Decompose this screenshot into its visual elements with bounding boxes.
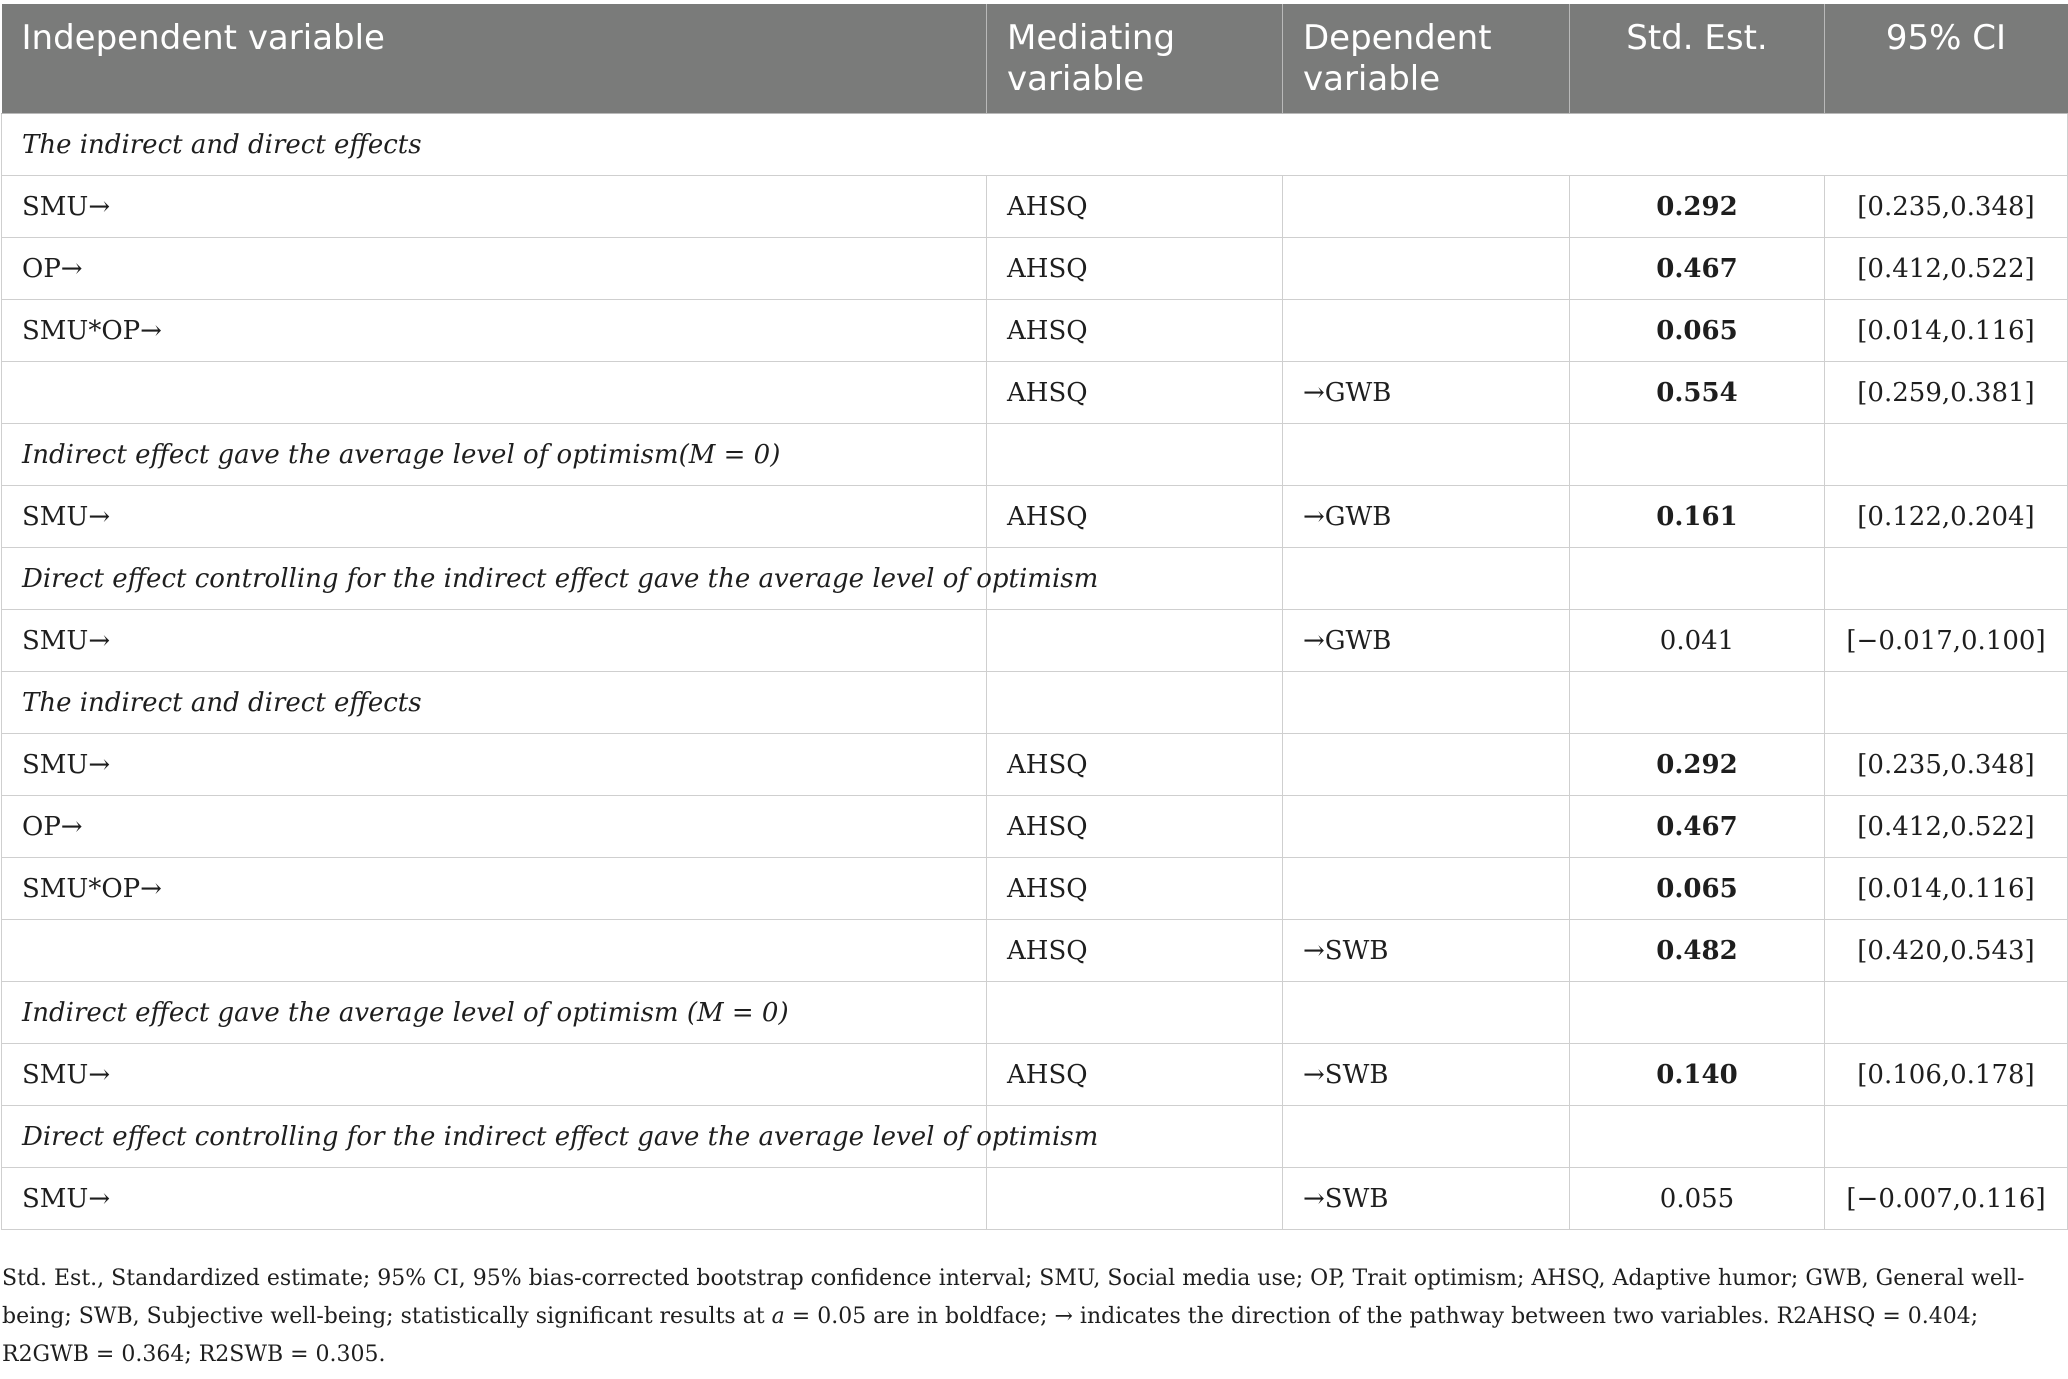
cell-independent-variable: SMU→ bbox=[2, 486, 987, 548]
table-row bbox=[2, 734, 2068, 796]
empty-cell bbox=[1570, 982, 1825, 1044]
empty-cell bbox=[1825, 1106, 2068, 1168]
section-row bbox=[2, 548, 2068, 610]
empty-cell bbox=[1283, 548, 1570, 610]
table-row bbox=[2, 1168, 2068, 1230]
empty-cell bbox=[987, 982, 1283, 1044]
header-independent-variable: Independent variable bbox=[2, 4, 987, 114]
cell-95-ci: [0.106,0.178] bbox=[1825, 1044, 2068, 1106]
cell-std-est: 0.041 bbox=[1570, 610, 1825, 672]
cell-95-ci: [0.235,0.348] bbox=[1825, 734, 2068, 796]
section-label: Indirect effect gave the average level of optimism(M = 0) bbox=[2, 424, 987, 486]
empty-cell bbox=[1570, 548, 1825, 610]
table-footnote bbox=[2, 1260, 2052, 1374]
section-row bbox=[2, 114, 2068, 176]
section-row bbox=[2, 424, 2068, 486]
cell-independent-variable: OP→ bbox=[2, 238, 987, 300]
cell-dependent-variable bbox=[1283, 238, 1570, 300]
cell-mediating-variable: AHSQ bbox=[987, 238, 1283, 300]
cell-dependent-variable bbox=[1283, 734, 1570, 796]
footnote-text-part1: Std. Est., Standardized estimate; 95% CI, 95% bias-corrected bootstrap confidence interval; SMU, Social media use; OP, Trait optimism; AHSQ, Adaptive humor; GWB, General well-being; SWB, Subjective well-being; statistically significant results at bbox=[2, 1266, 2025, 1329]
cell-std-est: 0.055 bbox=[1570, 1168, 1825, 1230]
table-row bbox=[2, 300, 2068, 362]
cell-std-est: 0.482 bbox=[1570, 920, 1825, 982]
header-95-ci: 95% CI bbox=[1825, 4, 2068, 114]
table-row bbox=[2, 796, 2068, 858]
cell-mediating-variable: AHSQ bbox=[987, 858, 1283, 920]
cell-95-ci: [0.235,0.348] bbox=[1825, 176, 2068, 238]
cell-independent-variable bbox=[2, 362, 987, 424]
table-row bbox=[2, 486, 2068, 548]
empty-cell bbox=[1570, 672, 1825, 734]
cell-std-est: 0.467 bbox=[1570, 796, 1825, 858]
empty-cell bbox=[1283, 982, 1570, 1044]
cell-std-est: 0.065 bbox=[1570, 300, 1825, 362]
section-label: The indirect and direct effects bbox=[2, 672, 987, 734]
empty-cell bbox=[1570, 424, 1825, 486]
section-row bbox=[2, 982, 2068, 1044]
cell-independent-variable: SMU→ bbox=[2, 610, 987, 672]
cell-dependent-variable: →SWB bbox=[1283, 1168, 1570, 1230]
cell-independent-variable: SMU*OP→ bbox=[2, 858, 987, 920]
section-label: Direct effect controlling for the indirect effect gave the average level of optimism bbox=[2, 548, 987, 610]
cell-independent-variable: SMU→ bbox=[2, 1168, 987, 1230]
table-body bbox=[2, 114, 2068, 1230]
table-row bbox=[2, 858, 2068, 920]
cell-95-ci: [0.014,0.116] bbox=[1825, 300, 2068, 362]
cell-std-est: 0.161 bbox=[1570, 486, 1825, 548]
empty-cell bbox=[1283, 672, 1570, 734]
section-label: Indirect effect gave the average level of optimism (M = 0) bbox=[2, 982, 987, 1044]
cell-independent-variable: OP→ bbox=[2, 796, 987, 858]
cell-95-ci: [0.412,0.522] bbox=[1825, 796, 2068, 858]
header-mediating-variable: Mediating variable bbox=[987, 4, 1283, 114]
cell-dependent-variable: →GWB bbox=[1283, 486, 1570, 548]
cell-mediating-variable: AHSQ bbox=[987, 920, 1283, 982]
cell-std-est: 0.467 bbox=[1570, 238, 1825, 300]
cell-dependent-variable bbox=[1283, 858, 1570, 920]
cell-mediating-variable: AHSQ bbox=[987, 362, 1283, 424]
cell-95-ci: [−0.017,0.100] bbox=[1825, 610, 2068, 672]
table-row bbox=[2, 238, 2068, 300]
cell-independent-variable: SMU*OP→ bbox=[2, 300, 987, 362]
cell-dependent-variable: →GWB bbox=[1283, 362, 1570, 424]
header-dependent-variable: Dependent variable bbox=[1283, 4, 1570, 114]
cell-dependent-variable: →SWB bbox=[1283, 920, 1570, 982]
cell-dependent-variable: →GWB bbox=[1283, 610, 1570, 672]
table-row bbox=[2, 176, 2068, 238]
empty-cell bbox=[1570, 1106, 1825, 1168]
cell-mediating-variable: AHSQ bbox=[987, 176, 1283, 238]
empty-cell bbox=[1283, 424, 1570, 486]
cell-95-ci: [−0.007,0.116] bbox=[1825, 1168, 2068, 1230]
section-row bbox=[2, 672, 2068, 734]
table-header-row bbox=[2, 4, 2068, 114]
section-label: Direct effect controlling for the indirect effect gave the average level of optimism bbox=[2, 1106, 987, 1168]
cell-std-est: 0.065 bbox=[1570, 858, 1825, 920]
cell-95-ci: [0.420,0.543] bbox=[1825, 920, 2068, 982]
header-std-est: Std. Est. bbox=[1570, 4, 1825, 114]
empty-cell bbox=[1825, 424, 2068, 486]
cell-dependent-variable bbox=[1283, 300, 1570, 362]
results-table bbox=[1, 4, 2068, 1230]
cell-dependent-variable bbox=[1283, 796, 1570, 858]
empty-cell bbox=[1825, 548, 2068, 610]
table-row bbox=[2, 610, 2068, 672]
empty-cell bbox=[1825, 672, 2068, 734]
empty-cell bbox=[987, 672, 1283, 734]
footnote-alpha-symbol: a bbox=[771, 1304, 785, 1329]
cell-mediating-variable: AHSQ bbox=[987, 1044, 1283, 1106]
cell-std-est: 0.140 bbox=[1570, 1044, 1825, 1106]
cell-95-ci: [0.412,0.522] bbox=[1825, 238, 2068, 300]
cell-independent-variable: SMU→ bbox=[2, 734, 987, 796]
empty-cell bbox=[987, 424, 1283, 486]
cell-mediating-variable: AHSQ bbox=[987, 734, 1283, 796]
table-row bbox=[2, 362, 2068, 424]
cell-independent-variable: SMU→ bbox=[2, 1044, 987, 1106]
cell-mediating-variable bbox=[987, 610, 1283, 672]
section-label: The indirect and direct effects bbox=[2, 114, 2068, 176]
empty-cell bbox=[1825, 982, 2068, 1044]
cell-std-est: 0.554 bbox=[1570, 362, 1825, 424]
cell-std-est: 0.292 bbox=[1570, 734, 1825, 796]
cell-dependent-variable bbox=[1283, 176, 1570, 238]
cell-mediating-variable: AHSQ bbox=[987, 300, 1283, 362]
cell-95-ci: [0.122,0.204] bbox=[1825, 486, 2068, 548]
cell-mediating-variable: AHSQ bbox=[987, 486, 1283, 548]
cell-std-est: 0.292 bbox=[1570, 176, 1825, 238]
section-row bbox=[2, 1106, 2068, 1168]
cell-independent-variable bbox=[2, 920, 987, 982]
empty-cell bbox=[1283, 1106, 1570, 1168]
footnote-text-part2: = 0.05 are in boldface; → indicates the direction of the pathway between two variables. R2AHSQ = 0.404; R2GWB = 0.364; R2SWB = 0.305. bbox=[2, 1304, 1979, 1367]
cell-mediating-variable bbox=[987, 1168, 1283, 1230]
table-row bbox=[2, 920, 2068, 982]
cell-independent-variable: SMU→ bbox=[2, 176, 987, 238]
cell-95-ci: [0.014,0.116] bbox=[1825, 858, 2068, 920]
cell-mediating-variable: AHSQ bbox=[987, 796, 1283, 858]
table-row bbox=[2, 1044, 2068, 1106]
cell-95-ci: [0.259,0.381] bbox=[1825, 362, 2068, 424]
cell-dependent-variable: →SWB bbox=[1283, 1044, 1570, 1106]
